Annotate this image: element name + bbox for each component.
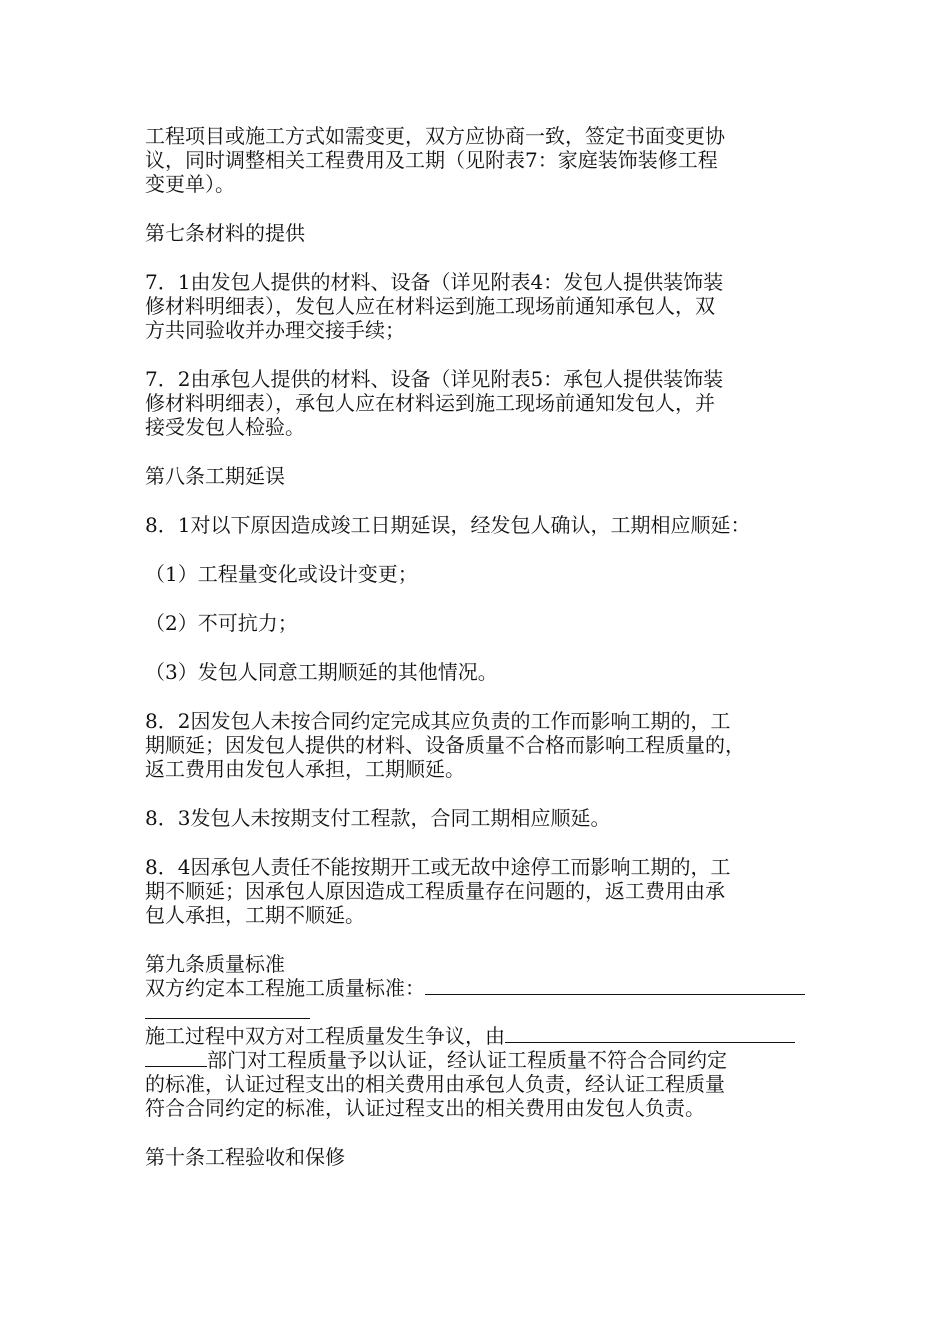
heading-article-7 xyxy=(145,221,815,245)
text-line: 议，同时调整相关工程费用及工期（见附表7：家庭装饰装修工程 xyxy=(145,148,718,172)
text-line: 8．1对以下原因造成竣工日期延误，经发包人确认，工期相应顺延： xyxy=(145,513,751,537)
list-item: （1）工程量变化或设计变更； xyxy=(145,562,418,586)
list-item: （3）发包人同意工期顺延的其他情况。 xyxy=(145,660,498,684)
paragraph-8-1-item-1 xyxy=(145,562,815,586)
paragraph-change-terms xyxy=(145,124,815,196)
text-line: 7．1由发包人提供的材料、设备（详见附表4：发包人提供装饰装 xyxy=(145,270,724,294)
quality-standard-blank[interactable] xyxy=(425,976,805,995)
paragraph-8-3 xyxy=(145,806,815,830)
section-heading: 第七条材料的提供 xyxy=(145,221,305,245)
paragraph-7-2 xyxy=(145,367,815,439)
text-line: 修材料明细表），承包人应在材料运到施工现场前通知发包人，并 xyxy=(145,391,715,415)
paragraph-8-1-item-2 xyxy=(145,611,815,635)
text-line: 7．2由承包人提供的材料、设备（详见附表5：承包人提供装饰装 xyxy=(145,367,724,391)
text-line: 包人承担，工期不顺延。 xyxy=(145,903,365,927)
list-item: （2）不可抗力； xyxy=(145,611,298,635)
text-line: 期顺延；因发包人提供的材料、设备质量不合格而影响工程质量的， xyxy=(145,733,745,757)
quality-standard-line-2 xyxy=(145,1000,815,1024)
document-body xyxy=(145,124,815,1194)
section-10-acceptance xyxy=(145,1145,815,1169)
text-line: 方共同验收并办理交接手续； xyxy=(145,318,405,342)
text-line: 8．4因承包人责任不能按期开工或无故中途停工而影响工期的，工 xyxy=(145,855,731,879)
text-line: 工程项目或施工方式如需变更，双方应协商一致，签定书面变更协 xyxy=(145,124,725,148)
text-line: 变更单）。 xyxy=(145,172,235,196)
text-line: 修材料明细表），发包人应在材料运到施工现场前通知承包人，双 xyxy=(145,294,715,318)
section-heading: 第八条工期延误 xyxy=(145,464,285,488)
certifying-department-blank[interactable] xyxy=(505,1024,795,1043)
text-line: 的标准，认证过程支出的相关费用由承包人负责，经认证工程质量 xyxy=(145,1072,725,1096)
section-9-quality xyxy=(145,952,815,1120)
paragraph-8-2 xyxy=(145,709,815,781)
section-heading: 第九条质量标准 xyxy=(145,952,285,976)
text-line: 符合合同约定的标准，认证过程支出的相关费用由发包人负责。 xyxy=(145,1096,705,1120)
paragraph-8-1-item-3 xyxy=(145,660,815,684)
text-line: 部门对工程质量予以认证，经认证工程质量不符合合同约定 xyxy=(207,1048,727,1072)
dispute-line-2 xyxy=(145,1048,815,1072)
quality-standard-line xyxy=(145,976,815,1000)
text-line: 期不顺延；因承包人原因造成工程质量存在问题的，返工费用由承 xyxy=(145,879,725,903)
text-line: 返工费用由发包人承担，工期顺延。 xyxy=(145,757,465,781)
heading-article-8 xyxy=(145,464,815,488)
paragraph-8-1 xyxy=(145,513,815,537)
text-line: 8．2因发包人未按合同约定完成其应负责的工作而影响工期的，工 xyxy=(145,709,731,733)
quality-standard-label: 双方约定本工程施工质量标准： xyxy=(145,976,425,1000)
text-line: 接受发包人检验。 xyxy=(145,415,305,439)
paragraph-7-1 xyxy=(145,270,815,342)
text-line: 8．3发包人未按期支付工程款，合同工期相应顺延。 xyxy=(145,806,611,830)
dispute-label: 施工过程中双方对工程质量发生争议，由 xyxy=(145,1024,505,1048)
dispute-line xyxy=(145,1024,815,1048)
certifying-department-blank-continued[interactable] xyxy=(145,1048,207,1067)
quality-standard-blank-continued[interactable] xyxy=(145,1000,310,1019)
paragraph-8-4 xyxy=(145,855,815,927)
section-heading: 第十条工程验收和保修 xyxy=(145,1145,345,1169)
